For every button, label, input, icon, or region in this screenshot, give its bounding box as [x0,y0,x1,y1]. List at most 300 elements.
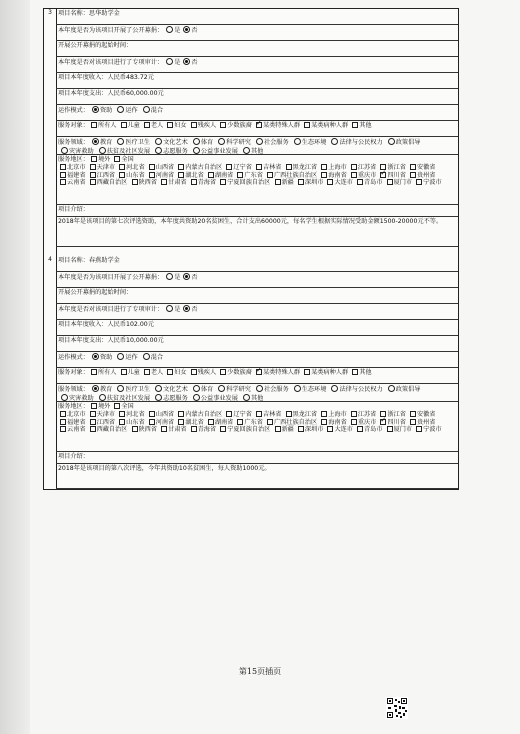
field-option-12[interactable] [190,394,238,402]
field-radio-11[interactable] [155,394,162,401]
field-option-4[interactable] [215,138,251,147]
region-checkbox-1[interactable] [90,411,96,417]
target-checkbox-3[interactable] [167,122,173,128]
expense-row [56,89,458,105]
region-option-label: 吉林省 [262,410,282,418]
field-radio-2[interactable] [155,138,162,145]
region-checkbox-27[interactable] [161,426,167,432]
field-option-11[interactable] [152,147,188,155]
target-checkbox-2[interactable] [144,369,150,375]
mode-option-label: 混合 [150,107,164,114]
field-radio-7[interactable] [331,138,338,145]
region-checkbox-17[interactable] [208,172,214,178]
field-option-label: 政策倡导 [395,386,421,393]
field-radio-1[interactable] [117,138,124,145]
region-option-6[interactable] [254,164,282,172]
operation-mode-label: 运作模式： [58,107,89,114]
region-checkbox-24[interactable] [60,179,66,185]
intro-label-row [56,205,458,217]
field-option-6[interactable] [291,138,327,147]
region-scope-checkbox-1[interactable] [114,403,120,409]
target-option-7[interactable] [302,369,348,377]
region-checkbox-29[interactable] [220,179,226,185]
region-option-1[interactable] [88,164,116,172]
region-checkbox-30[interactable] [275,179,281,185]
region-option-label: 辽宁省 [233,410,252,418]
region-checkbox-11[interactable] [410,164,416,170]
qr-code-icon [386,697,408,719]
target-option-6[interactable] [254,369,300,377]
region-checkbox-6[interactable] [256,164,262,170]
target-checkbox-3[interactable] [167,369,173,375]
service-regions-row [56,155,458,205]
region-checkbox-35[interactable] [416,426,422,432]
target-option-8[interactable] [350,369,371,377]
audit-no-radio[interactable] [183,305,190,312]
target-checkbox-6[interactable] [256,369,262,375]
field-option-5[interactable] [253,385,289,394]
region-checkbox-21[interactable] [351,172,357,178]
region-option-28[interactable] [189,179,217,187]
region-option-32[interactable] [325,426,353,434]
target-option-7[interactable] [302,122,348,130]
region-checkbox-15[interactable] [149,419,155,425]
region-checkbox-28[interactable] [191,179,197,185]
field-radio-13[interactable] [243,147,250,154]
field-option-13[interactable] [240,394,263,402]
region-checkbox-2[interactable] [119,164,125,170]
region-checkbox-18[interactable] [237,172,243,178]
region-checkbox-3[interactable] [149,411,155,417]
region-option-31[interactable] [296,426,324,434]
mode-option-1[interactable] [114,106,137,115]
region-checkbox-16[interactable] [178,172,184,178]
region-option-27[interactable] [159,179,187,187]
field-option-4[interactable] [215,385,251,394]
region-option-29[interactable] [218,426,270,434]
target-option-2[interactable] [142,369,163,377]
field-radio-12[interactable] [193,147,200,154]
no-label: 否 [191,274,198,281]
region-option-3[interactable] [147,164,175,172]
region-option-5[interactable] [224,411,252,419]
region-option-label: 陕西省 [138,179,158,187]
region-option-label: 海南省 [328,171,347,179]
region-scope-option-0[interactable] [89,403,110,411]
region-option-26[interactable] [130,179,158,187]
mode-option-0[interactable] [89,353,112,362]
mode-radio-1[interactable] [117,106,124,113]
region-option-1[interactable] [88,411,116,419]
fundraising-start-label: 开展公开募捐的起始时间： [58,289,133,296]
target-option-label: 残疾人 [197,122,217,129]
region-checkbox-12[interactable] [60,419,66,425]
yes-label: 是 [174,27,181,34]
field-option-0[interactable] [89,385,112,394]
field-option-3[interactable] [190,385,213,394]
region-checkbox-21[interactable] [351,419,357,425]
region-option-24[interactable] [58,179,86,187]
region-checkbox-8[interactable] [321,164,327,170]
region-checkbox-33[interactable] [357,179,363,185]
target-option-3[interactable] [165,369,186,377]
region-scope-checkbox-0[interactable] [91,156,97,162]
region-scope-option-1[interactable] [112,403,133,411]
target-checkbox-0[interactable] [91,369,97,375]
mode-option-label: 混合 [150,354,164,361]
field-radio-8[interactable] [388,385,395,392]
region-checkbox-4[interactable] [178,164,184,170]
region-option-2[interactable] [117,411,145,419]
expense-value: 项目本年度支出：人民币60,000.00元 [58,90,164,97]
field-option-9[interactable] [58,147,94,155]
field-radio-11[interactable] [155,147,162,154]
region-checkbox-32[interactable] [327,426,333,432]
region-checkbox-31[interactable] [298,179,304,185]
target-option-5[interactable] [218,122,252,130]
service-targets-row [56,121,458,137]
field-option-3[interactable] [190,138,213,147]
field-radio-12[interactable] [193,394,200,401]
region-option-24[interactable] [58,426,86,434]
region-option-28[interactable] [189,426,217,434]
public-fundraising-label: 本年度是否为该项目开展了公开募捐： [58,274,164,281]
region-checkbox-22[interactable] [380,419,386,425]
field-option-11[interactable] [152,394,188,402]
region-checkbox-23[interactable] [410,172,416,178]
field-option-1[interactable] [114,138,150,147]
region-option-32[interactable] [325,179,353,187]
region-option-label: 山西省 [155,410,175,418]
target-checkbox-6[interactable] [256,122,262,128]
field-option-label: 法律与公民权力 [339,139,383,146]
region-checkbox-7[interactable] [286,164,292,170]
fundraising-start-label: 开展公开募捐的起始时间： [58,42,133,49]
target-option-2[interactable] [142,122,163,130]
region-checkbox-30[interactable] [275,426,281,432]
region-checkbox-15[interactable] [149,172,155,178]
target-option-0[interactable] [89,122,117,130]
field-option-7[interactable] [328,138,382,147]
region-checkbox-1[interactable] [90,164,96,170]
field-radio-3[interactable] [193,138,200,145]
region-checkbox-16[interactable] [178,419,184,425]
target-checkbox-5[interactable] [220,369,226,375]
target-checkbox-7[interactable] [304,369,310,375]
target-option-3[interactable] [165,122,186,130]
target-option-5[interactable] [218,369,252,377]
field-option-label: 科学研究 [226,139,251,146]
region-option-0[interactable] [58,164,86,172]
region-checkbox-33[interactable] [357,426,363,432]
target-option-label: 某类病种人群 [311,122,349,129]
field-radio-4[interactable] [218,385,225,392]
field-option-8[interactable] [385,385,421,394]
region-checkbox-26[interactable] [132,426,138,432]
region-checkbox-8[interactable] [321,411,327,417]
region-checkbox-34[interactable] [387,179,393,185]
field-radio-9[interactable] [61,394,68,401]
audit-yes-radio[interactable] [166,305,173,312]
field-radio-0[interactable] [92,138,99,145]
field-option-label: 医疗卫生 [125,386,151,393]
target-option-1[interactable] [119,369,140,377]
audit-no-radio[interactable] [183,58,190,65]
region-option-label: 河南省 [155,171,175,179]
mode-option-0[interactable] [89,106,112,115]
target-option-label: 某类特殊人群 [262,369,301,376]
field-radio-6[interactable] [294,138,301,145]
field-option-2[interactable] [152,138,188,147]
region-option-33[interactable] [355,179,383,187]
region-option-label: 陕西省 [138,426,158,434]
region-checkbox-2[interactable] [119,411,125,417]
field-radio-10[interactable] [99,147,106,154]
region-checkbox-34[interactable] [387,426,393,432]
audit-yes-radio[interactable] [166,58,173,65]
region-option-label: 广西壮族自治区 [273,171,318,179]
expense-value: 项目本年度支出：人民币10,000.00元 [58,337,164,344]
region-checkbox-14[interactable] [119,172,125,178]
target-checkbox-0[interactable] [91,122,97,128]
region-option-8[interactable] [319,411,347,419]
region-checkbox-22[interactable] [380,172,386,178]
field-radio-5[interactable] [256,385,263,392]
region-option-9[interactable] [349,411,377,419]
region-option-9[interactable] [349,164,377,172]
region-checkbox-0[interactable] [60,411,66,417]
region-option-35[interactable] [414,426,442,434]
field-radio-7[interactable] [331,385,338,392]
region-scope-checkbox-1[interactable] [114,156,120,162]
region-option-8[interactable] [319,164,347,172]
public-fundraising-no-radio[interactable] [183,273,190,280]
region-option-label: 贵州省 [416,418,436,426]
target-option-6[interactable] [254,122,300,130]
region-checkbox-29[interactable] [220,426,226,432]
region-option-label: 广东省 [244,418,263,426]
region-option-30[interactable] [273,426,294,434]
region-option-label: 重庆市 [357,418,377,426]
target-option-4[interactable] [189,369,217,377]
region-option-25[interactable] [88,426,128,434]
region-checkbox-13[interactable] [90,419,96,425]
field-option-10[interactable] [96,394,150,402]
region-checkbox-6[interactable] [256,411,262,417]
region-option-11[interactable] [408,411,436,419]
region-option-7[interactable] [284,411,318,419]
region-option-label: 浙江省 [387,163,406,171]
region-option-label: 湖南省 [214,418,234,426]
region-option-30[interactable] [273,179,294,187]
region-checkbox-11[interactable] [410,411,416,417]
region-option-6[interactable] [254,411,282,419]
target-checkbox-4[interactable] [191,369,197,375]
region-option-27[interactable] [159,426,187,434]
region-scope-checkbox-0[interactable] [91,403,97,409]
target-option-4[interactable] [189,122,217,130]
region-scope-option-0[interactable] [89,156,110,164]
field-radio-13[interactable] [243,394,250,401]
field-option-10[interactable] [96,147,150,155]
region-option-label: 河北省 [126,410,145,418]
region-checkbox-25[interactable] [90,426,96,432]
intro-text: 2018年是该项目的第七次评选资助，本年度共资助20名贫困生，合计支出60000元，每名学生根据实际情况受助金额1500-20000元不等。 [58,218,443,225]
mode-option-label: 运作 [125,354,138,361]
region-option-5[interactable] [224,164,252,172]
region-checkbox-32[interactable] [327,179,333,185]
region-option-29[interactable] [218,179,270,187]
region-option-3[interactable] [147,411,175,419]
target-checkbox-4[interactable] [191,122,197,128]
region-option-label: 安徽省 [416,163,436,171]
field-radio-3[interactable] [193,385,200,392]
target-checkbox-1[interactable] [121,122,127,128]
public-fundraising-yes-radio[interactable] [166,26,173,33]
mode-radio-0[interactable] [92,106,99,113]
field-option-1[interactable] [114,385,150,394]
target-checkbox-8[interactable] [352,369,358,375]
intro-text-row [56,464,458,489]
intro-label: 项目介绍： [58,206,89,213]
region-scope-option-1[interactable] [112,156,133,164]
audit-label: 本年度是否对该项目进行了专项审计： [58,59,164,66]
target-option-label: 儿童 [127,122,140,129]
target-checkbox-1[interactable] [121,369,127,375]
field-radio-4[interactable] [218,138,225,145]
mode-option-label: 运作 [125,107,138,114]
audit-row [56,304,458,320]
field-radio-1[interactable] [117,385,124,392]
target-checkbox-2[interactable] [144,122,150,128]
region-checkbox-19[interactable] [267,419,273,425]
region-option-4[interactable] [176,164,222,172]
region-option-4[interactable] [176,411,222,419]
region-checkbox-13[interactable] [90,172,96,178]
field-option-8[interactable] [385,138,421,147]
target-checkbox-5[interactable] [220,122,226,128]
service-regions-label: 服务地区： [58,156,89,163]
region-checkbox-5[interactable] [226,164,232,170]
region-option-26[interactable] [130,426,158,434]
region-checkbox-7[interactable] [286,411,292,417]
service-fields-row [56,137,458,155]
region-option-11[interactable] [408,164,436,172]
field-option-6[interactable] [291,385,327,394]
region-checkbox-25[interactable] [90,179,96,185]
service-targets-label: 服务对象： [58,122,89,129]
field-radio-2[interactable] [155,385,162,392]
region-checkbox-5[interactable] [226,411,232,417]
region-option-34[interactable] [385,426,413,434]
region-checkbox-18[interactable] [237,419,243,425]
region-option-label: 吉林省 [262,163,282,171]
region-option-34[interactable] [385,179,413,187]
field-option-9[interactable] [58,394,94,402]
region-checkbox-20[interactable] [321,172,327,178]
mode-radio-2[interactable] [143,353,150,360]
field-option-7[interactable] [328,385,382,394]
region-checkbox-4[interactable] [178,411,184,417]
field-option-13[interactable] [240,147,263,155]
operation-mode-row [56,105,458,121]
region-checkbox-9[interactable] [351,164,357,170]
region-checkbox-27[interactable] [161,179,167,185]
region-checkbox-23[interactable] [410,419,416,425]
target-option-label: 其他 [359,122,372,129]
field-option-5[interactable] [253,138,289,147]
mode-radio-1[interactable] [117,353,124,360]
field-option-label: 公益事业发展 [200,394,238,402]
no-label: 否 [191,59,198,66]
target-checkbox-8[interactable] [352,122,358,128]
field-option-label: 医疗卫生 [125,139,151,146]
region-checkbox-17[interactable] [208,419,214,425]
field-radio-5[interactable] [256,138,263,145]
public-fundraising-no-radio[interactable] [183,26,190,33]
target-option-0[interactable] [89,369,117,377]
field-option-label: 社会服务 [263,139,289,146]
region-option-7[interactable] [284,164,318,172]
field-radio-8[interactable] [388,138,395,145]
region-option-label: 江西省 [96,171,116,179]
field-radio-0[interactable] [92,385,99,392]
service-fields-row [56,384,458,402]
target-option-label: 少数族裔 [227,122,252,129]
region-checkbox-31[interactable] [298,426,304,432]
income-value: 项目本年度收入：人民币483.72元 [58,74,154,81]
public-fundraising-yes-radio[interactable] [166,273,173,280]
region-checkbox-14[interactable] [119,419,125,425]
region-option-0[interactable] [58,411,86,419]
region-option-31[interactable] [296,179,324,187]
field-radio-6[interactable] [294,385,301,392]
region-checkbox-3[interactable] [149,164,155,170]
region-checkbox-26[interactable] [132,179,138,185]
field-option-12[interactable] [190,147,238,155]
region-option-label: 厦门市 [393,426,413,434]
field-radio-10[interactable] [99,394,106,401]
field-option-label: 扶贫及社区发展 [106,147,151,155]
region-option-label: 宁夏回族自治区 [227,179,271,187]
region-option-35[interactable] [414,179,442,187]
target-option-8[interactable] [350,122,371,130]
target-checkbox-7[interactable] [304,122,310,128]
field-radio-9[interactable] [61,147,68,154]
mode-option-2[interactable] [140,353,163,362]
region-checkbox-9[interactable] [351,411,357,417]
region-checkbox-24[interactable] [60,426,66,432]
mode-option-1[interactable] [114,353,137,362]
region-option-2[interactable] [117,164,145,172]
target-option-1[interactable] [119,122,140,130]
field-option-2[interactable] [152,385,188,394]
mode-option-2[interactable] [140,106,163,115]
region-checkbox-12[interactable] [60,172,66,178]
region-checkbox-19[interactable] [267,172,273,178]
region-option-33[interactable] [355,426,383,434]
field-option-label: 志愿服务 [163,147,188,155]
region-checkbox-0[interactable] [60,164,66,170]
mode-radio-2[interactable] [143,106,150,113]
field-option-0[interactable] [89,138,112,147]
region-checkbox-20[interactable] [321,419,327,425]
region-checkbox-28[interactable] [191,426,197,432]
region-option-25[interactable] [88,179,128,187]
mode-radio-0[interactable] [92,353,99,360]
region-checkbox-35[interactable] [416,179,422,185]
region-option-label: 山东省 [126,171,145,179]
